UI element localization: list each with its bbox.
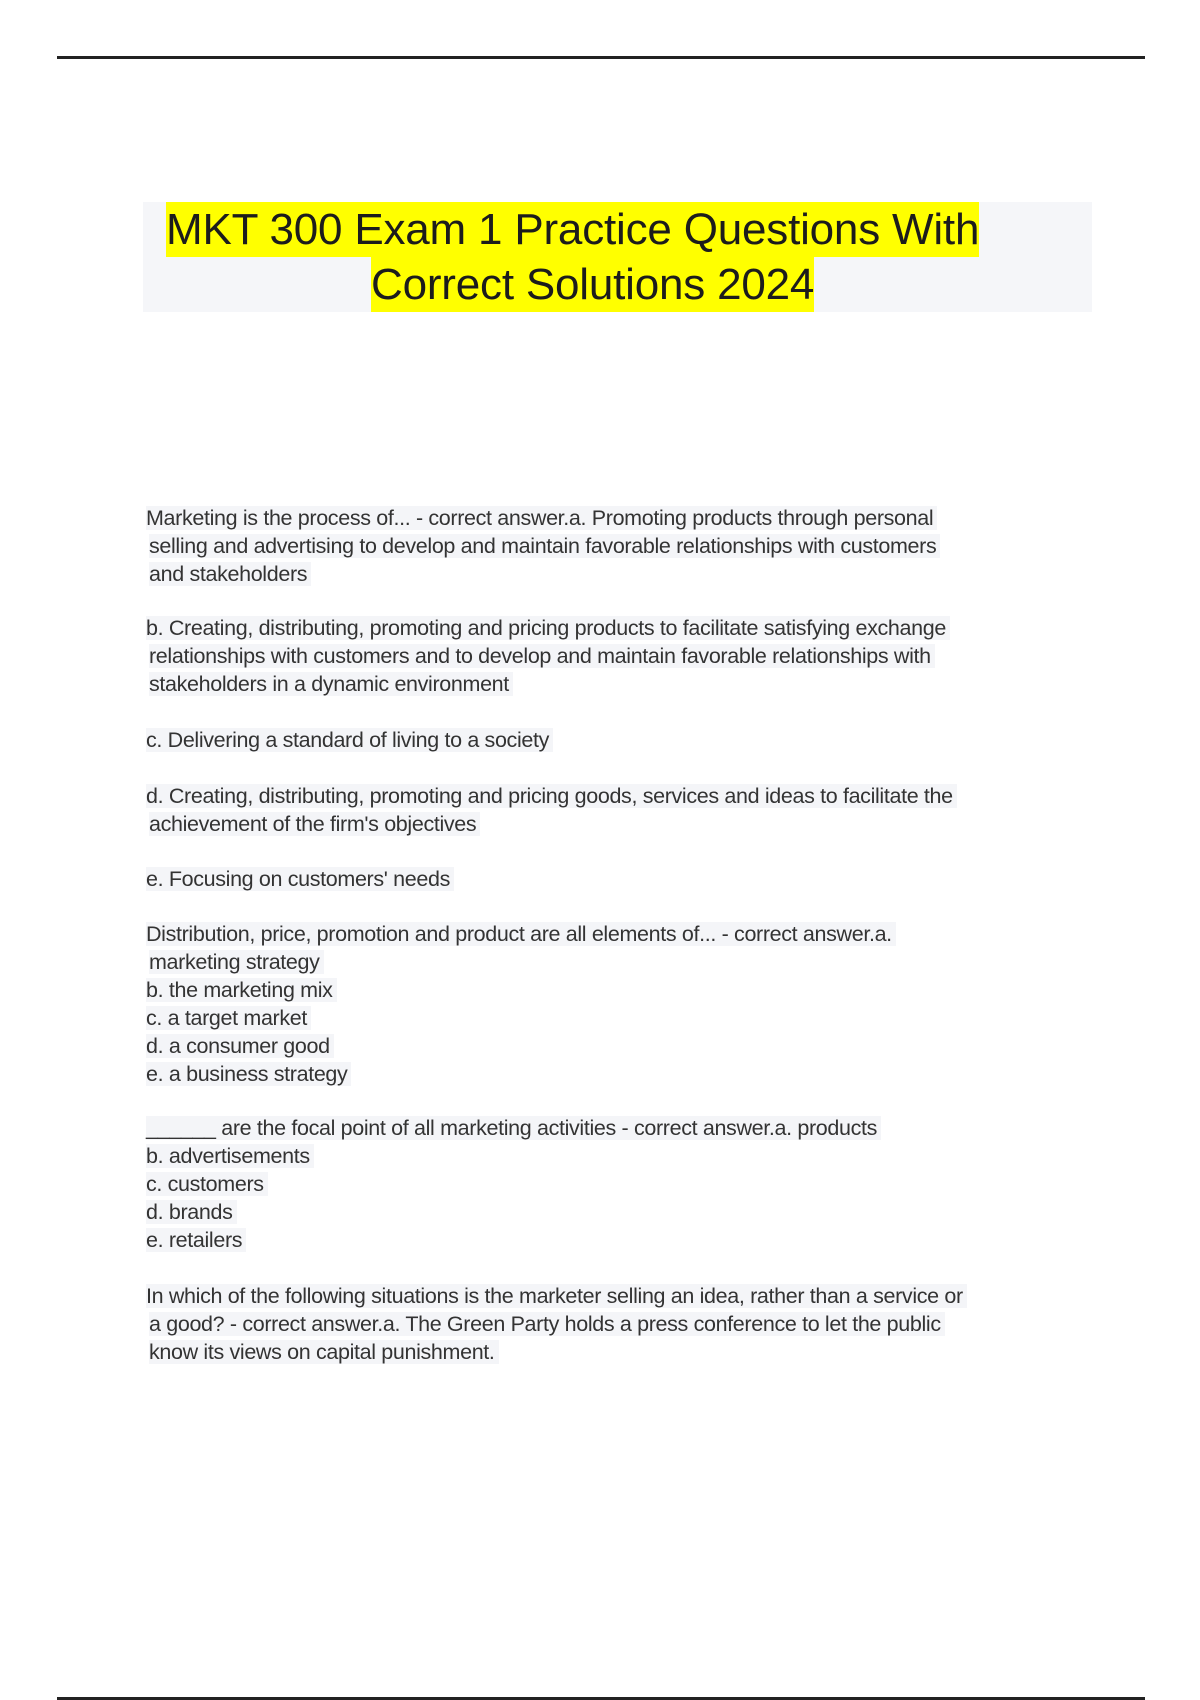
question-text-line: selling and advertising to develop and maintain favorable relationships with customers [146, 532, 940, 560]
option-line: d. Creating, distributing, promoting and pricing goods, services and ideas to facilitate the [146, 782, 957, 810]
document-title-line-1: MKT 300 Exam 1 Practice Questions With [166, 202, 979, 257]
document-title-line-2: Correct Solutions 2024 [371, 257, 814, 312]
question-2 [146, 920, 896, 1088]
option-line: c. a target market [146, 1004, 896, 1032]
option-line: e. Focusing on customers' needs [146, 865, 454, 893]
question-text-line: know its views on capital punishment. [146, 1338, 967, 1366]
option-line: relationships with customers and to develop and maintain favorable relationships with [146, 642, 950, 670]
question-text-line: ______ are the focal point of all marketing activities - correct answer.a. products [146, 1114, 881, 1142]
option-line: c. Delivering a standard of living to a society [146, 726, 553, 754]
question-1-option-e [146, 865, 454, 893]
option-line: b. Creating, distributing, promoting and pricing products to facilitate satisfying exchange [146, 614, 950, 642]
option-line: d. brands [146, 1198, 881, 1226]
top-divider [57, 56, 1145, 59]
question-text-line: and stakeholders [146, 560, 940, 588]
question-text-line: Distribution, price, promotion and product are all elements of... - correct answer.a. [146, 920, 896, 948]
option-line: d. a consumer good [146, 1032, 896, 1060]
option-line: achievement of the firm's objectives [146, 810, 957, 838]
option-line: e. a business strategy [146, 1060, 896, 1088]
question-4 [146, 1282, 967, 1366]
option-line: stakeholders in a dynamic environment [146, 670, 950, 698]
question-text-line: a good? - correct answer.a. The Green Party holds a press conference to let the public [146, 1310, 967, 1338]
question-text-line: In which of the following situations is the marketer selling an idea, rather than a service or [146, 1282, 967, 1310]
question-3 [146, 1114, 881, 1254]
option-line: b. advertisements [146, 1142, 881, 1170]
option-line: b. the marketing mix [146, 976, 896, 1004]
question-text-line: marketing strategy [146, 948, 896, 976]
question-1-option-d [146, 782, 957, 838]
question-1-option-b [146, 614, 950, 698]
question-text-line: Marketing is the process of... - correct answer.a. Promoting products through personal [146, 504, 940, 532]
question-1 [146, 504, 940, 588]
option-line: e. retailers [146, 1226, 881, 1254]
question-1-option-c [146, 726, 553, 754]
option-line: c. customers [146, 1170, 881, 1198]
